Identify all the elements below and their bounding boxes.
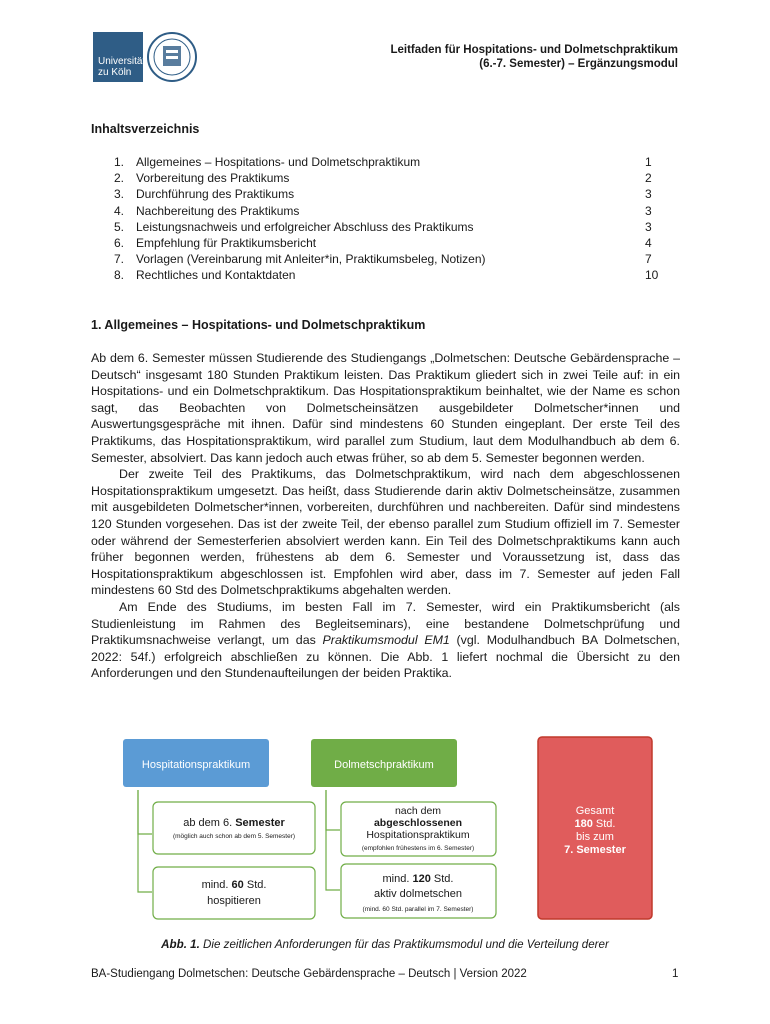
logo-line2: zu Köln <box>98 67 132 78</box>
dolm-hours-label: mind. 120 Std. <box>382 873 454 885</box>
university-seal-icon <box>146 31 198 83</box>
university-logo <box>93 32 146 82</box>
paragraph-1: Ab dem 6. Semester müssen Studierende des Studiengangs „Dolmetschen: Deutsche Gebärdensprache – Deutsch“ insgesamt 180 Stunden Praktikum leisten. Das Praktikum gliedert sich in zwei Teile auf: in ein Hospitations- und ein Dolmetschpraktikum. Das Hospitationspraktikum beinhaltet, wie der Name es schon sagt, das Beobachten von Dolmetscheinsätzen ausgebildeter Dolmetscher*innen und Auswertungsgespräche mit ihnen. Dafür sind mindestens 60 Stunden eingeplant. Der erste Teil des Praktikums, das Hospitationspraktikum, wird parallel zum Studium, laut dem Modulhandbuch ab dem 6. Semester, absolviert. Das kann jedoch auch etwas früher, so ab dem 5. Semester begonnen werden. <box>91 351 680 465</box>
dolm-start-line1: nach dem <box>394 805 442 817</box>
total-line1: Gesamt <box>575 805 615 817</box>
dolm-start-bold: abgeschlossenen <box>373 817 463 829</box>
toc-item[interactable]: 1. Allgemeines – Hospitations- und Dolmetschpraktikum 1 <box>114 155 652 169</box>
toc-item[interactable]: 8. Rechtliches und Kontaktdaten 10 <box>114 268 659 283</box>
logo-line1: Universität <box>98 56 146 67</box>
dolm-header-label: Dolmetschpraktikum <box>334 759 434 771</box>
connector-line <box>326 790 340 890</box>
hosp-hours-label: mind. 60 Std. <box>201 879 267 891</box>
section-body <box>91 350 680 682</box>
hosp-hours-box <box>153 867 315 919</box>
connector-line <box>138 790 152 834</box>
footer-text: BA-Studiengang Dolmetschen: Deutsche Gebärdensprache – Deutsch | Version 2022 <box>91 968 527 980</box>
connector-line <box>138 790 152 892</box>
paragraph-2: Der zweite Teil des Praktikums, das Dolmetschpraktikum, wird nach dem abgeschlossenen Hospitationspraktikum umgesetzt. Das heißt, dass Studierende darin aktiv Dolmetscheinsätze, zusammen mit ausgebildeten Dolmetscher*innen, vorbereiten, durchführen und nachbereiten. Dafür sind mindestens 120 Stunden vorgesehen. Das ist der zweite Teil, der ebenso parallel zum Studium offiziell im 7. Semester oder während der Semesterferien absolviert werden kann. Ein Teil des Dolmetschpraktikums kann auch früher begonnen werden, frühestens ab dem 6. Semester und Voraussetzung ist, dass das Hospitationspraktikum abgeschlossen ist. Empfohlen wird aber, dass im 7. Semester auf jeden Fall mindestens 60 Std des Dolmetschpraktikums abgehalten werden. <box>91 467 680 598</box>
total-hours: 180 Std. <box>574 818 616 830</box>
header-title-line1: Leitfaden für Hospitations- und Dolmetschpraktikum <box>390 44 678 56</box>
toc-item[interactable]: 4. Nachbereitung des Praktikums 3 <box>114 203 652 218</box>
toc-item[interactable]: 2. Vorbereitung des Praktikums 2 <box>114 171 652 186</box>
hosp-start-note: (möglich auch schon ab dem 5. Semester) <box>172 833 296 840</box>
toc-item[interactable]: 3. Durchführung des Praktikums 3 <box>114 187 652 202</box>
section-heading: 1. Allgemeines – Hospitations- und Dolmetschpraktikum <box>91 318 426 332</box>
dolm-hours-note: (mind. 60 Std. parallel im 7. Semester) <box>362 906 474 913</box>
caption-label: Abb. 1. <box>161 938 200 951</box>
toc-item[interactable]: 6. Empfehlung für Praktikumsbericht 4 <box>114 235 652 250</box>
hosp-hours-line2: hospitieren <box>207 895 261 907</box>
dolm-hours-line2: aktiv dolmetschen <box>373 888 463 900</box>
toc-heading: Inhaltsverzeichnis <box>91 122 200 136</box>
practicum-diagram <box>118 734 658 924</box>
total-line3: bis zum <box>576 831 614 843</box>
dolm-start-line3: Hospitationspraktikum <box>366 829 470 841</box>
connector-line <box>326 790 340 830</box>
hosp-start-label: ab dem 6. Semester <box>183 817 285 829</box>
table-of-contents <box>114 154 659 284</box>
caption-text: Die zeitlichen Anforderungen für das Praktikumsmodul und die Verteilung derer <box>199 938 609 951</box>
header-title-line2: (6.-7. Semester) – Ergänzungsmodul <box>479 58 678 70</box>
document-header-title <box>390 43 678 71</box>
hosp-header-label: Hospitationspraktikum <box>141 759 251 771</box>
page-number: 1 <box>672 968 679 980</box>
paragraph-3: Am Ende des Studiums, im besten Fall im 7. Semester, wird ein Praktikumsbericht (als Studienleistung im Rahmen des Begleitseminars), eine bestandene Dolmetschprüfung und Praktikumsnachweise verlangt, um das Praktikumsmodul EM1 (vgl. Modulhandbuch BA Dolmetschen, 2022: 54f.) erfolgreich abschließen zu können. Die Abb. 1 liefert nochmal die Übersicht zu den Anforderungen und den Stundenaufteilungen der beiden Praktika. <box>91 599 680 681</box>
toc-item[interactable]: 5. Leistungsnachweis und erfolgreicher Abschluss des Praktikums 3 <box>114 219 652 234</box>
total-line4: 7. Semester <box>564 844 626 856</box>
figure-caption <box>0 938 770 951</box>
dolm-start-note: (empfohlen frühestens im 6. Semester) <box>361 845 475 852</box>
toc-item[interactable]: 7. Vorlagen (Vereinbarung mit Anleiter*in, Praktikumsbeleg, Notizen) 7 <box>114 252 652 267</box>
